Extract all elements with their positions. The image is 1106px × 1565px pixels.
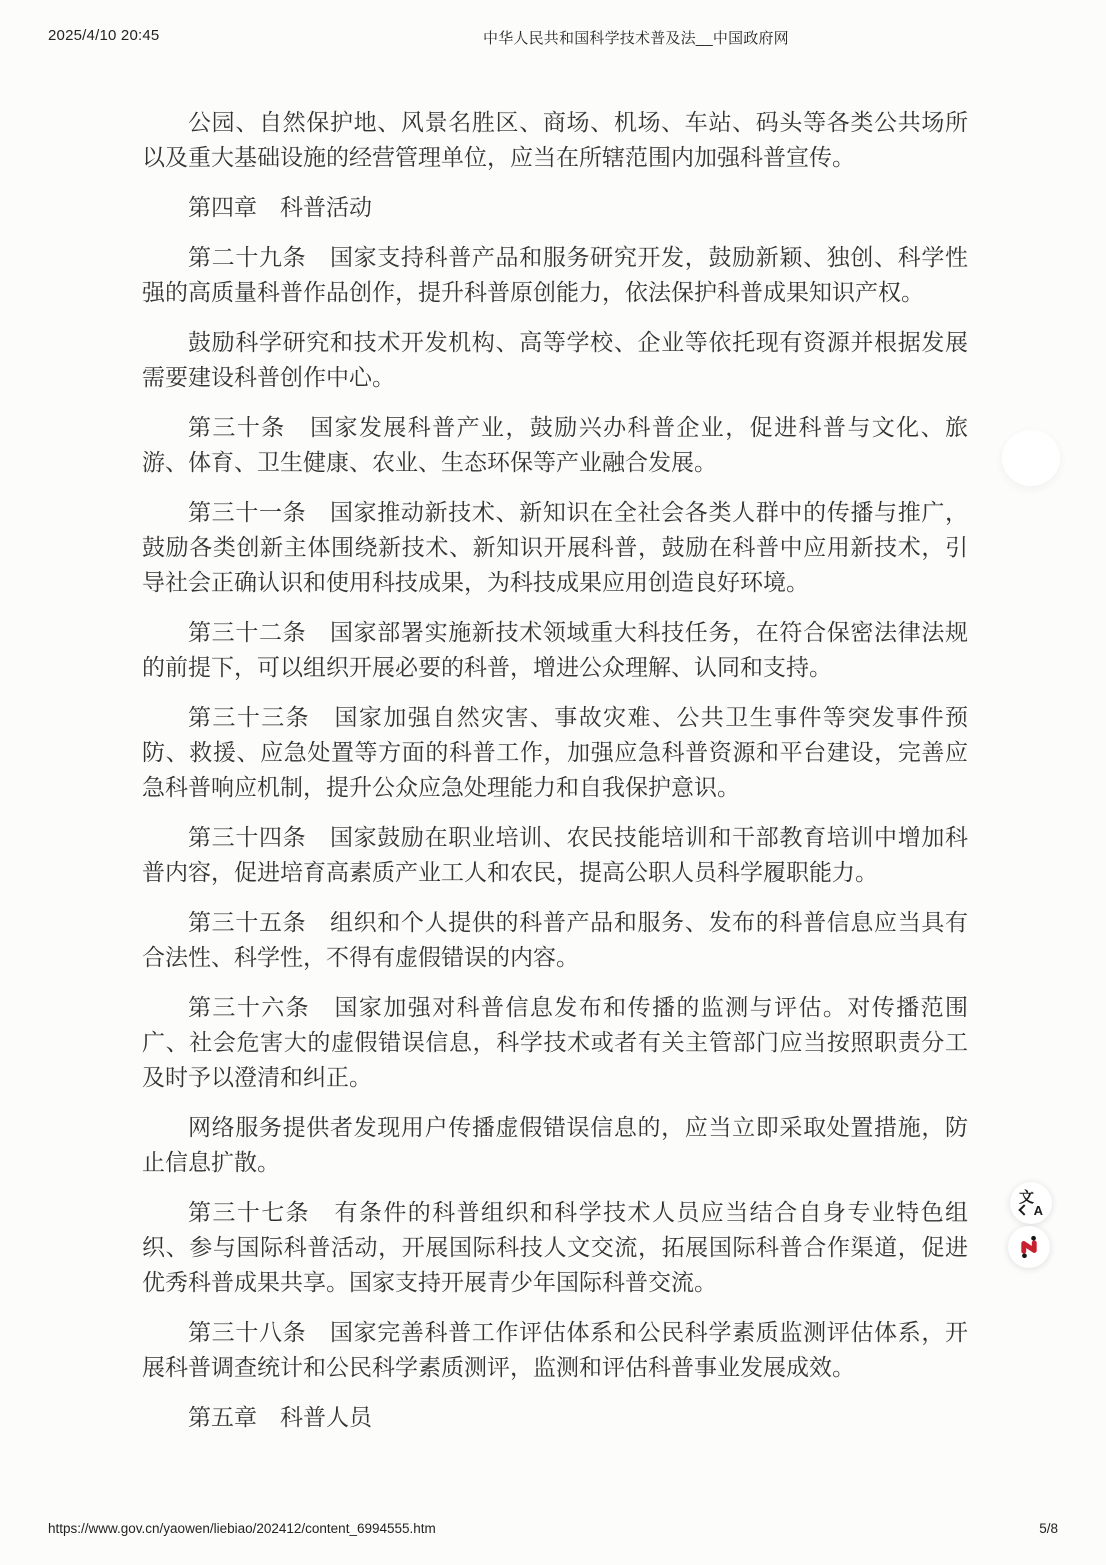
print-source-url: https://www.gov.cn/yaowen/liebiao/202412/content_6994555.htm bbox=[48, 1521, 436, 1536]
law-article: 第三十六条 国家加强对科普信息发布和传播的监测与评估。对传播范围广、社会危害大的虚假错误信息，科学技术或者有关主管部门应当按照职责分工及时予以澄清和纠正。 bbox=[142, 995, 968, 1091]
print-page-indicator: 5/8 bbox=[1039, 1521, 1058, 1536]
translate-icon bbox=[1019, 1189, 1043, 1218]
law-article: 第三十八条 国家完善科普工作评估体系和公民科学素质监测评估体系，开展科普调查统计和公民科学素质测评，监测和评估科普事业发展成效。 bbox=[142, 1320, 968, 1381]
notegpt-button[interactable] bbox=[1008, 1226, 1050, 1268]
notegpt-logo-icon bbox=[1015, 1233, 1043, 1261]
law-paragraph: 公园、自然保护地、风景名胜区、商场、机场、车站、码头等各类公共场所以及重大基础设施的经营管理单位，应当在所辖范围内加强科普宣传。 bbox=[142, 110, 968, 171]
print-page-title: 中华人民共和国科学技术普及法__中国政府网 bbox=[483, 30, 789, 47]
translate-icon-en: A bbox=[1033, 1203, 1043, 1218]
chapter-heading: 第四章 科普活动 bbox=[188, 195, 372, 221]
law-article: 第三十一条 国家推动新技术、新知识在全社会各类人群中的传播与推广，鼓励各类创新主体围绕新技术、新知识开展科普，鼓励在科普中应用新技术，引导社会正确认识和使用科技成果，为科技成果应用创造良好环境。 bbox=[142, 500, 968, 596]
print-datetime: 2025/4/10 20:45 bbox=[48, 27, 160, 44]
law-article: 第三十三条 国家加强自然灾害、事故灾难、公共卫生事件等突发事件预防、救援、应急处置等方面的科普工作，加强应急科普资源和平台建设，完善应急科普响应机制，提升公众应急处理能力和自我保护意识。 bbox=[142, 705, 968, 801]
translate-button[interactable] bbox=[1010, 1182, 1052, 1224]
law-paragraph: 网络服务提供者发现用户传播虚假错误信息的，应当立即采取处置措施，防止信息扩散。 bbox=[142, 1115, 968, 1176]
translate-icon-zh: 文 bbox=[1019, 1189, 1035, 1206]
law-article: 第三十五条 组织和个人提供的科普产品和服务、发布的科普信息应当具有合法性、科学性，不得有虚假错误的内容。 bbox=[142, 910, 968, 971]
law-article: 第三十条 国家发展科普产业，鼓励兴办科普企业，促进科普与文化、旅游、体育、卫生健康、农业、生态环保等产业融合发展。 bbox=[142, 415, 968, 476]
law-article: 第二十九条 国家支持科普产品和服务研究开发，鼓励新颖、独创、科学性强的高质量科普作品创作，提升科普原创能力，依法保护科普成果知识产权。 bbox=[142, 245, 968, 306]
translate-icon-caret bbox=[1018, 1204, 1029, 1215]
law-paragraph: 鼓励科学研究和技术开发机构、高等学校、企业等依托现有资源并根据发展需要建设科普创作中心。 bbox=[142, 330, 968, 391]
chapter-heading: 第五章 科普人员 bbox=[188, 1405, 372, 1431]
law-article: 第三十四条 国家鼓励在职业培训、农民技能培训和干部教育培训中增加科普内容，促进培育高素质产业工人和农民，提高公职人员科学履职能力。 bbox=[142, 825, 968, 886]
faded-floating-button[interactable] bbox=[1002, 430, 1060, 486]
law-document-content bbox=[142, 106, 968, 1451]
law-article: 第三十七条 有条件的科普组织和科学技术人员应当结合自身专业特色组织、参与国际科普活动，开展国际科技人文交流，拓展国际科普合作渠道，促进优秀科普成果共享。国家支持开展青少年国际科普交流。 bbox=[142, 1200, 968, 1296]
law-article: 第三十二条 国家部署实施新技术领域重大科技任务，在符合保密法律法规的前提下，可以组织开展必要的科普，增进公众理解、认同和支持。 bbox=[142, 620, 968, 681]
